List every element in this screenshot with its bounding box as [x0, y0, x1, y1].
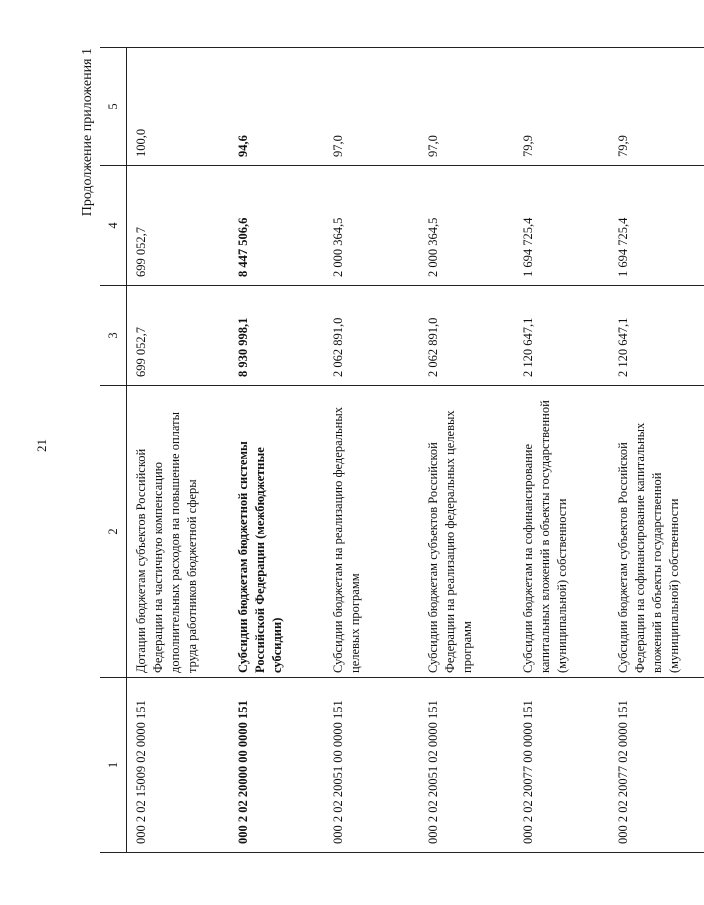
code-cell: 000 2 02 20000 00 0000 151 — [229, 678, 324, 853]
name-cell: Субсидии бюджетам субъектов Российской Федерации на софинансирование капитальных вложений в объекты государственной (муниципальной) собственности — [609, 386, 704, 678]
percent-cell: 97,0 — [324, 48, 419, 166]
name-cell: Субсидии бюджетам субъектов Российской Федерации на реализацию федеральных целевых программ — [419, 386, 514, 678]
table-body — [127, 48, 704, 853]
planned-value-cell: 699 052,7 — [127, 286, 229, 386]
planned-value-cell: 2 120 647,1 — [514, 286, 609, 386]
table-row — [324, 48, 419, 853]
code-cell: 000 2 02 15009 02 0000 151 — [127, 678, 229, 853]
table-row — [127, 48, 229, 853]
name-cell: Субсидии бюджетам бюджетной системы Российской Федерации (межбюджетные субсидии) — [229, 386, 324, 678]
actual-value-cell: 2 000 364,5 — [419, 166, 514, 286]
continuation-label: Продолжение приложения 1 — [80, 48, 95, 217]
header-cell-5: 5 — [100, 48, 127, 166]
table-row — [514, 48, 609, 853]
budget-table — [100, 47, 704, 853]
code-cell: 000 2 02 20077 02 0000 151 — [609, 678, 704, 853]
header-cell-2: 2 — [100, 386, 127, 678]
rotated-table-area — [80, 43, 681, 853]
percent-cell: 100,0 — [127, 48, 229, 166]
percent-cell: 94,6 — [229, 48, 324, 166]
actual-value-cell: 2 000 364,5 — [324, 166, 419, 286]
actual-value-cell: 8 447 506,6 — [229, 166, 324, 286]
planned-value-cell: 2 062 891,0 — [419, 286, 514, 386]
header-row — [100, 48, 127, 853]
table-row — [609, 48, 704, 853]
name-cell: Дотации бюджетам субъектов Российской Федерации на частичную компенсацию дополнительных расходов на повышение оплаты труда работников бюджетной сферы — [127, 386, 229, 678]
page-number: 21 — [34, 439, 49, 452]
table-row — [229, 48, 324, 853]
code-cell: 000 2 02 20051 00 0000 151 — [324, 678, 419, 853]
header-cell-1: 1 — [100, 678, 127, 853]
code-cell: 000 2 02 20077 00 0000 151 — [514, 678, 609, 853]
code-cell: 000 2 02 20051 02 0000 151 — [419, 678, 514, 853]
actual-value-cell: 1 694 725,4 — [514, 166, 609, 286]
table-row — [419, 48, 514, 853]
actual-value-cell: 1 694 725,4 — [609, 166, 704, 286]
percent-cell: 79,9 — [514, 48, 609, 166]
name-cell: Субсидии бюджетам на софинансирование капитальных вложений в объекты государственной (муниципальной) собственности — [514, 386, 609, 678]
planned-value-cell: 8 930 998,1 — [229, 286, 324, 386]
header-cell-4: 4 — [100, 166, 127, 286]
percent-cell: 97,0 — [419, 48, 514, 166]
percent-cell: 79,9 — [609, 48, 704, 166]
planned-value-cell: 2 120 647,1 — [609, 286, 704, 386]
planned-value-cell: 2 062 891,0 — [324, 286, 419, 386]
header-cell-3: 3 — [100, 286, 127, 386]
actual-value-cell: 699 052,7 — [127, 166, 229, 286]
name-cell: Субсидии бюджетам на реализацию федеральных целевых программ — [324, 386, 419, 678]
